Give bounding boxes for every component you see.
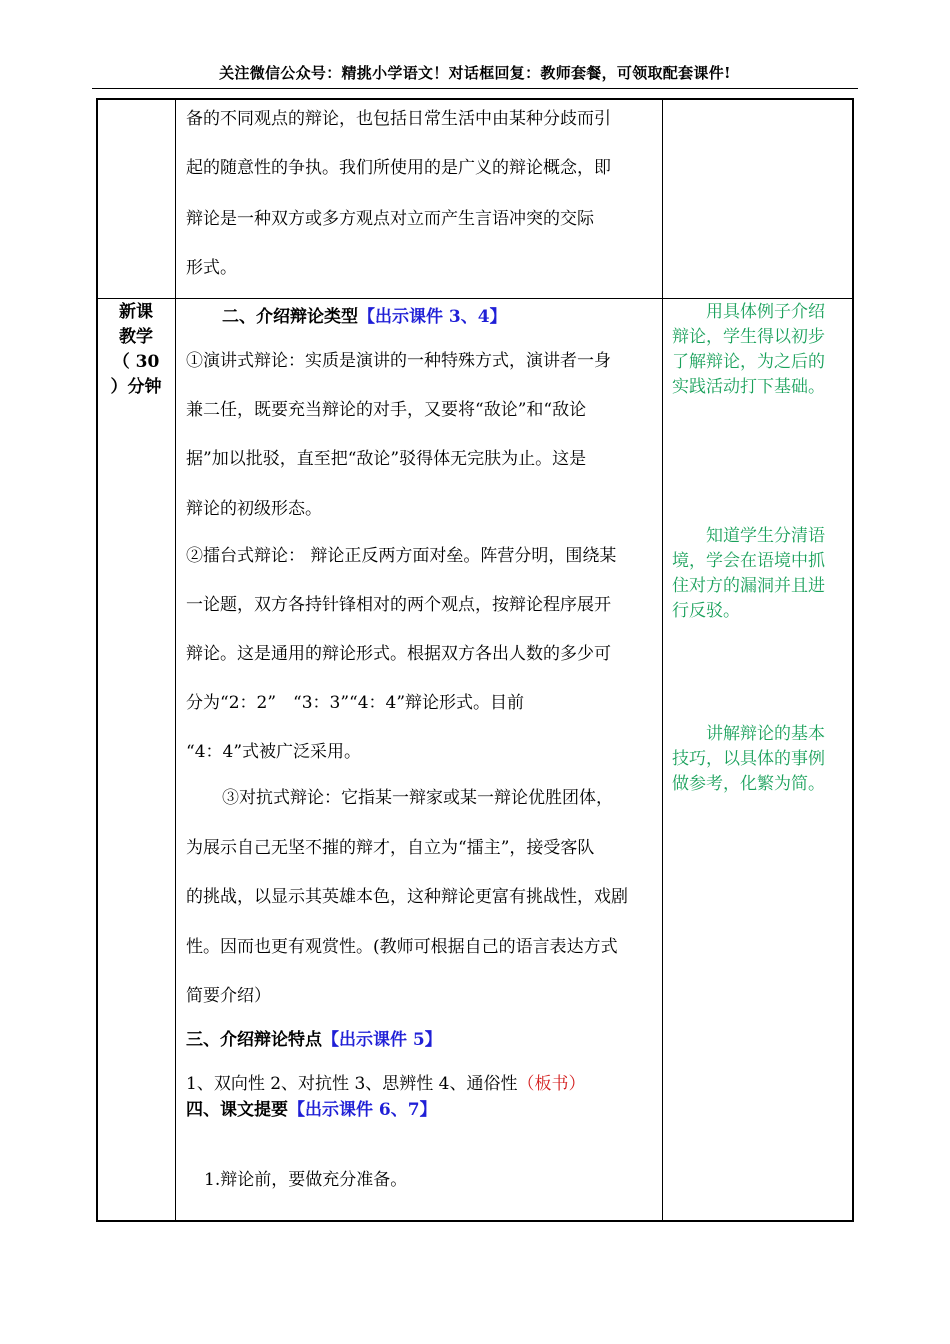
section-3-title: 三、介绍辩论特点 [186,1030,322,1050]
note-2-line-1: 知道学生分清语 [672,526,825,546]
header-rule [92,88,858,89]
stage-label-line-4: ）分钟 [110,377,162,397]
note-1-line-4: 实践活动打下基础。 [672,377,825,397]
p1-line-4: 辩论的初级形态。 [186,499,322,519]
section-4-courseware-link: 【出示课件 6、7】 [288,1100,437,1120]
p1-line-2: 兼二任，既要充当辩论的对手，又要将“敌论”和“敌论 [186,400,587,420]
p2-line-2: 一论题，双方各持针锋相对的两个观点，按辩论程序展开 [186,595,611,615]
section-4-title: 四、课文提要 [186,1100,288,1120]
note-3-line-1: 讲解辩论的基本 [672,724,825,744]
p1-line-3: 据”加以批驳，直至把“敌论”驳得体无完肤为止。这是 [186,449,587,469]
p3-line-2: 为展示自己无坚不摧的辩才，自立为“擂主”，接受客队 [186,838,595,858]
p2-line-3: 辩论。这是通用的辩论形式。根据双方各出人数的多少可 [186,644,611,664]
note-3 [672,722,848,797]
note-2 [672,524,848,624]
p2-line-5: “4：4”式被广泛采用。 [186,742,362,762]
stage-label [100,300,172,400]
row1-line-1: 备的不同观点的辩论，也包括日常生活中由某种分歧而引 [186,109,611,129]
features-line [186,1069,585,1094]
stage-label-line-2: 教学 [119,327,153,347]
p3-line-3: 的挑战，以显示其英雄本色，这种辩论更富有挑战性，戏剧 [186,887,628,907]
note-1-line-2: 辩论，学生得以初步 [672,327,825,347]
col-divider-2 [662,100,663,1220]
note-2-line-2: 境，学会在语境中抓 [672,551,825,571]
p1-line-1: ①演讲式辩论：实质是演讲的一种特殊方式，演讲者一身 [186,351,611,371]
note-1-line-3: 了解辩论，为之后的 [672,352,825,372]
note-3-line-2: 技巧，以具体的事例 [672,749,825,769]
p3-line-5: 简要介绍） [186,986,271,1006]
row1-line-4: 形式。 [186,258,237,278]
p3-line-1: ③对抗式辩论：它指某一辩家或某一辩论优胜团体， [222,788,613,808]
section-4-heading [186,1095,437,1120]
note-2-line-4: 行反驳。 [672,601,740,621]
note-1 [672,300,848,400]
features-board-note: （板书） [517,1074,586,1094]
row1-line-3: 辩论是一种双方或多方观点对立而产生言语冲突的交际 [186,209,594,229]
row-divider [98,298,852,299]
p2-line-4: 分为“2：2” “3：3”“4：4”辩论形式。目前 [186,693,525,713]
stage-label-line-1: 新课 [119,302,153,322]
stage-label-line-3: （ 30 [112,352,160,372]
p3-line-4: 性。因而也更有观赏性。(教师可根据自己的语言表达方式 [186,937,618,957]
note-1-line-1: 用具体例子介绍 [672,302,825,322]
features-list: 1、双向性 2、对抗性 3、思辨性 4、通俗性 [186,1074,518,1094]
section-2-heading [222,302,507,327]
p2-line-1: ②擂台式辩论： 辩论正反两方面对垒。阵营分明，围绕某 [186,546,617,566]
note-2-line-3: 住对方的漏洞并且进 [672,576,825,596]
point-1: 1.辩论前，要做充分准备。 [204,1170,408,1190]
row1-line-2: 起的随意性的争执。我们所使用的是广义的辩论概念，即 [186,158,611,178]
section-2-courseware-link: 【出示课件 3、4】 [358,307,507,327]
col-divider-1 [175,100,176,1220]
note-3-line-3: 做参考，化繁为简。 [672,774,825,794]
section-3-courseware-link: 【出示课件 5】 [322,1030,442,1050]
page-header: 关注微信公众号：精挑小学语文！对话框回复：教师套餐，可领取配套课件! [219,64,731,82]
section-3-heading [186,1025,442,1050]
section-2-title: 二、介绍辩论类型 [222,307,358,327]
